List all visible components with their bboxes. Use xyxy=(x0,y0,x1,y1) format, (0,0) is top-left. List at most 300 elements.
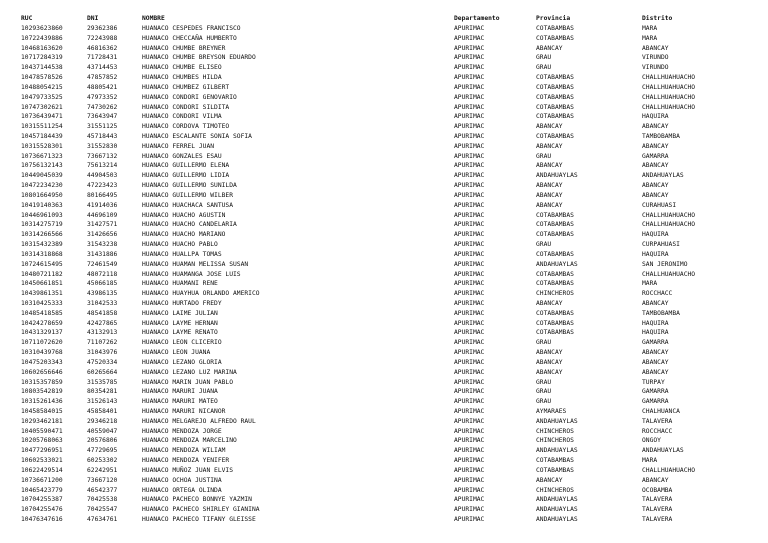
cell-departamento: APURIMAC xyxy=(454,417,485,425)
cell-nombre: HUANACO HUAMANI RENE xyxy=(142,280,218,288)
cell-dni: 43132913 xyxy=(87,329,118,337)
table-row xyxy=(0,181,768,190)
cell-provincia: COTABAMBAS xyxy=(536,74,574,82)
cell-nombre: HUANACO MELGAREJO ALFREDO RAUL xyxy=(142,417,256,425)
cell-distrito: ROCCHACC xyxy=(642,290,673,298)
cell-nombre: HUANACO GUILLERMO ELENA xyxy=(142,162,230,170)
table-row xyxy=(0,260,768,269)
cell-provincia: CHINCHEROS xyxy=(536,486,574,494)
table-row xyxy=(0,63,768,72)
table-row xyxy=(0,407,768,416)
cell-ruc: 10803542819 xyxy=(21,388,63,396)
cell-distrito: HAQUIRA xyxy=(642,113,669,121)
cell-ruc: 10724615495 xyxy=(21,260,63,268)
cell-provincia: ABANCAY xyxy=(536,182,563,190)
cell-departamento: APURIMAC xyxy=(454,64,485,72)
cell-ruc: 10476347616 xyxy=(21,516,63,523)
table-row xyxy=(0,505,768,514)
cell-distrito: CHALLHUAHUACHO xyxy=(642,74,696,82)
table-row xyxy=(0,93,768,102)
cell-distrito: ABANCAY xyxy=(642,44,669,52)
cell-ruc: 10479733525 xyxy=(21,93,63,101)
cell-departamento: APURIMAC xyxy=(454,152,485,160)
cell-nombre: HUANACO HUACHO PABLO xyxy=(142,241,218,249)
table-row xyxy=(0,122,768,131)
cell-dni: 74730262 xyxy=(87,103,118,111)
cell-ruc: 10602656646 xyxy=(21,368,63,376)
cell-ruc: 10717284319 xyxy=(21,54,63,62)
header-ruc: RUC xyxy=(21,15,33,22)
cell-provincia: GRAU xyxy=(536,152,552,160)
cell-distrito: VIRUNDO xyxy=(642,54,669,62)
cell-dni: 43986135 xyxy=(87,290,118,298)
header-departamento: Departamento xyxy=(454,15,500,22)
cell-dni: 46816362 xyxy=(87,44,118,52)
cell-departamento: APURIMAC xyxy=(454,270,485,278)
cell-departamento: APURIMAC xyxy=(454,162,485,170)
cell-dni: 40559047 xyxy=(87,427,118,435)
cell-distrito: ABANCAY xyxy=(642,349,669,357)
cell-distrito: ANDAHUAYLAS xyxy=(642,172,684,180)
cell-departamento: APURIMAC xyxy=(454,231,485,239)
cell-dni: 80354281 xyxy=(87,388,118,396)
cell-departamento: APURIMAC xyxy=(454,211,485,219)
cell-nombre: HUANACO MARURI MATEO xyxy=(142,398,218,406)
cell-provincia: COTABAMBAS xyxy=(536,93,574,101)
cell-ruc: 10472234230 xyxy=(21,182,63,190)
cell-provincia: ANDAHUAYLAS xyxy=(536,496,578,504)
cell-provincia: GRAU xyxy=(536,64,552,72)
cell-dni: 71728431 xyxy=(87,54,118,62)
cell-dni: 43714453 xyxy=(87,64,118,72)
cell-dni: 44696109 xyxy=(87,211,118,219)
table-row xyxy=(0,476,768,485)
cell-dni: 46542377 xyxy=(87,486,118,494)
cell-dni: 60265664 xyxy=(87,368,118,376)
table-row xyxy=(0,456,768,465)
table-row xyxy=(0,466,768,475)
table-row xyxy=(0,436,768,445)
cell-nombre: HUANACO HUACHO AGUSTIN xyxy=(142,211,226,219)
cell-provincia: ABANCAY xyxy=(536,201,563,209)
cell-provincia: COTABAMBAS xyxy=(536,457,574,465)
cell-nombre: HUANACO CESPEDES FRANCISCO xyxy=(142,25,241,32)
cell-provincia: COTABAMBAS xyxy=(536,221,574,229)
cell-ruc: 10431329137 xyxy=(21,329,63,337)
cell-distrito: CHALLHUAHUACHO xyxy=(642,83,696,91)
cell-distrito: GAMARRA xyxy=(642,339,669,347)
cell-ruc: 10622429514 xyxy=(21,466,63,474)
cell-ruc: 10480721182 xyxy=(21,270,63,278)
table-row xyxy=(0,240,768,249)
cell-departamento: APURIMAC xyxy=(454,368,485,376)
cell-nombre: HUANACO HUAMAN MELISSA SUSAN xyxy=(142,260,249,268)
cell-ruc: 10756132143 xyxy=(21,162,63,170)
cell-dni: 48805421 xyxy=(87,83,118,91)
cell-ruc: 10314266566 xyxy=(21,231,63,239)
cell-nombre: HUANACO CHECCAÑA HUMBERTO xyxy=(142,34,237,42)
cell-distrito: ABANCAY xyxy=(642,123,669,131)
cell-ruc: 10293623860 xyxy=(21,25,63,32)
cell-distrito: ABANCAY xyxy=(642,299,669,307)
cell-nombre: HUANACO MARURI NICANOR xyxy=(142,407,226,415)
table-row xyxy=(0,112,768,121)
cell-ruc: 10478578526 xyxy=(21,74,63,82)
cell-departamento: APURIMAC xyxy=(454,83,485,91)
cell-ruc: 10293462181 xyxy=(21,417,63,425)
cell-dni: 42427865 xyxy=(87,319,118,327)
cell-provincia: COTABAMBAS xyxy=(536,211,574,219)
cell-departamento: APURIMAC xyxy=(454,476,485,484)
cell-distrito: MARA xyxy=(642,25,658,32)
cell-departamento: APURIMAC xyxy=(454,329,485,337)
cell-ruc: 10477296951 xyxy=(21,447,63,455)
cell-dni: 75613214 xyxy=(87,162,118,170)
cell-ruc: 10736671200 xyxy=(21,476,63,484)
cell-departamento: APURIMAC xyxy=(454,388,485,396)
cell-dni: 62242951 xyxy=(87,466,118,474)
cell-ruc: 10315261436 xyxy=(21,398,63,406)
table-row xyxy=(0,73,768,82)
cell-nombre: HUANACO MUÑOZ JUAN ELVIS xyxy=(142,466,233,474)
cell-ruc: 10602533021 xyxy=(21,457,63,465)
table-row xyxy=(0,250,768,259)
cell-distrito: TALAVERA xyxy=(642,516,673,523)
cell-dni: 31551125 xyxy=(87,123,118,131)
cell-nombre: HUANACO HUALLPA TOMAS xyxy=(142,250,222,258)
table-row xyxy=(0,152,768,161)
cell-nombre: HUANACO HUACHO MARIANO xyxy=(142,231,226,239)
cell-nombre: HUANACO HUAYHUA ORLANDO AMERICO xyxy=(142,290,260,298)
cell-nombre: HUANACO GUILLERMO LIDIA xyxy=(142,172,230,180)
cell-distrito: HAQUIRA xyxy=(642,329,669,337)
cell-ruc: 10704255387 xyxy=(21,496,63,504)
cell-nombre: HUANACO MENDOZA MARCELINO xyxy=(142,437,237,445)
cell-dni: 31552830 xyxy=(87,142,118,150)
cell-departamento: APURIMAC xyxy=(454,191,485,199)
cell-ruc: 10736671323 xyxy=(21,152,63,160)
cell-dni: 72243988 xyxy=(87,34,118,42)
table-row xyxy=(0,515,768,524)
cell-ruc: 10465423779 xyxy=(21,486,63,494)
cell-distrito: VIRUNDO xyxy=(642,64,669,72)
table-row xyxy=(0,309,768,318)
cell-ruc: 10747302621 xyxy=(21,103,63,111)
cell-ruc: 10468163620 xyxy=(21,44,63,52)
cell-nombre: HUANACO MARURI JUANA xyxy=(142,388,218,396)
cell-provincia: COTABAMBAS xyxy=(536,250,574,258)
cell-distrito: HAQUIRA xyxy=(642,250,669,258)
cell-provincia: ABANCAY xyxy=(536,349,563,357)
cell-distrito: ABANCAY xyxy=(642,191,669,199)
table-row xyxy=(0,378,768,387)
cell-dni: 47223423 xyxy=(87,182,118,190)
header-nombre: NOMBRE xyxy=(142,15,165,22)
table-row xyxy=(0,289,768,298)
cell-departamento: APURIMAC xyxy=(454,280,485,288)
table-row xyxy=(0,230,768,239)
cell-departamento: APURIMAC xyxy=(454,398,485,406)
cell-provincia: COTABAMBAS xyxy=(536,83,574,91)
cell-departamento: APURIMAC xyxy=(454,309,485,317)
cell-ruc: 10450661851 xyxy=(21,280,63,288)
cell-distrito: ABANCAY xyxy=(642,142,669,150)
table-row xyxy=(0,103,768,112)
cell-nombre: HUANACO LAYME HERNAN xyxy=(142,319,218,327)
cell-dni: 31043976 xyxy=(87,349,118,357)
cell-distrito: TALAVERA xyxy=(642,496,673,504)
table-row xyxy=(0,191,768,200)
cell-nombre: HUANACO PACHECO TIFANY GLEISSE xyxy=(142,516,256,523)
cell-ruc: 10405590471 xyxy=(21,427,63,435)
cell-dni: 31535785 xyxy=(87,378,118,386)
cell-provincia: GRAU xyxy=(536,241,552,249)
cell-departamento: APURIMAC xyxy=(454,172,485,180)
cell-ruc: 10475203343 xyxy=(21,358,63,366)
cell-nombre: HUANACO LEON JUANA xyxy=(142,349,211,357)
table-row xyxy=(0,270,768,279)
cell-dni: 70425547 xyxy=(87,506,118,514)
cell-provincia: COTABAMBAS xyxy=(536,319,574,327)
cell-dni: 31431886 xyxy=(87,250,118,258)
cell-departamento: APURIMAC xyxy=(454,103,485,111)
cell-distrito: CHALLHUAHUACHO xyxy=(642,93,696,101)
cell-dni: 73667132 xyxy=(87,152,118,160)
cell-departamento: APURIMAC xyxy=(454,349,485,357)
cell-nombre: HUANACO ORTEGA OLINDA xyxy=(142,486,222,494)
cell-provincia: ABANCAY xyxy=(536,123,563,131)
cell-departamento: APURIMAC xyxy=(454,142,485,150)
cell-distrito: SAN JERONIMO xyxy=(642,260,688,268)
cell-provincia: ANDAHUAYLAS xyxy=(536,260,578,268)
cell-departamento: APURIMAC xyxy=(454,54,485,62)
cell-dni: 47857852 xyxy=(87,74,118,82)
cell-nombre: HUANACO MENDOZA YENIFER xyxy=(142,457,230,465)
cell-ruc: 10419140363 xyxy=(21,201,63,209)
cell-dni: 31042533 xyxy=(87,299,118,307)
cell-distrito: CHALLHUAHUACHO xyxy=(642,270,696,278)
cell-nombre: HUANACO MENDOZA WILIAM xyxy=(142,447,226,455)
table-row xyxy=(0,427,768,436)
cell-departamento: APURIMAC xyxy=(454,34,485,42)
cell-departamento: APURIMAC xyxy=(454,427,485,435)
cell-ruc: 10310439768 xyxy=(21,349,63,357)
cell-departamento: APURIMAC xyxy=(454,339,485,347)
cell-nombre: HUANACO CHUMBES HILDA xyxy=(142,74,222,82)
table-row xyxy=(0,417,768,426)
cell-ruc: 10485418585 xyxy=(21,309,63,317)
cell-ruc: 10711072620 xyxy=(21,339,63,347)
cell-distrito: ONGOY xyxy=(642,437,661,445)
cell-departamento: APURIMAC xyxy=(454,378,485,386)
cell-nombre: HUANACO PACHECO SHIRLEY GIANINA xyxy=(142,506,260,514)
cell-departamento: APURIMAC xyxy=(454,123,485,131)
table-row xyxy=(0,446,768,455)
cell-distrito: GAMARRA xyxy=(642,152,669,160)
cell-ruc: 10457184439 xyxy=(21,133,63,141)
cell-ruc: 10315511254 xyxy=(21,123,63,131)
cell-provincia: COTABAMBAS xyxy=(536,231,574,239)
cell-ruc: 10205768063 xyxy=(21,437,63,445)
header-provincia: Provincia xyxy=(536,15,571,22)
table-row xyxy=(0,201,768,210)
cell-distrito: TAMBOBAMBA xyxy=(642,309,680,317)
cell-provincia: COTABAMBAS xyxy=(536,270,574,278)
cell-departamento: APURIMAC xyxy=(454,437,485,445)
cell-provincia: COTABAMBAS xyxy=(536,466,574,474)
cell-provincia: ABANCAY xyxy=(536,162,563,170)
cell-nombre: HUANACO HUACHO CANDELARIA xyxy=(142,221,237,229)
cell-dni: 47729695 xyxy=(87,447,118,455)
cell-nombre: HUANACO CORDOVA TIMOTEO xyxy=(142,123,230,131)
cell-departamento: APURIMAC xyxy=(454,25,485,32)
cell-departamento: APURIMAC xyxy=(454,358,485,366)
table-row xyxy=(0,24,768,33)
table-row xyxy=(0,397,768,406)
table-row xyxy=(0,83,768,92)
table-row xyxy=(0,44,768,53)
cell-ruc: 10315528301 xyxy=(21,142,63,150)
cell-distrito: MARA xyxy=(642,457,658,465)
cell-nombre: HUANACO OCHOA JUSTINA xyxy=(142,476,222,484)
cell-distrito: CHALLHUAHUACHO xyxy=(642,466,696,474)
cell-departamento: APURIMAC xyxy=(454,407,485,415)
cell-departamento: APURIMAC xyxy=(454,506,485,514)
table-row xyxy=(0,142,768,151)
cell-departamento: APURIMAC xyxy=(454,113,485,121)
cell-dni: 60253302 xyxy=(87,457,118,465)
cell-departamento: APURIMAC xyxy=(454,516,485,523)
cell-nombre: HUANACO CHUMBE ELISEO xyxy=(142,64,222,72)
cell-distrito: HAQUIRA xyxy=(642,319,669,327)
cell-ruc: 10736439471 xyxy=(21,113,63,121)
cell-distrito: TURPAY xyxy=(642,378,665,386)
cell-nombre: HUANACO GUILLERMO SUNILDA xyxy=(142,182,237,190)
cell-ruc: 10424278659 xyxy=(21,319,63,327)
cell-departamento: APURIMAC xyxy=(454,486,485,494)
cell-provincia: ANDAHUAYLAS xyxy=(536,417,578,425)
cell-provincia: ABANCAY xyxy=(536,44,563,52)
cell-provincia: COTABAMBAS xyxy=(536,329,574,337)
cell-nombre: HUANACO CHUMBEZ GILBERT xyxy=(142,83,230,91)
cell-dni: 31427571 xyxy=(87,221,118,229)
cell-distrito: ABANCAY xyxy=(642,162,669,170)
table-row xyxy=(0,34,768,43)
cell-nombre: HUANACO FERREL JUAN xyxy=(142,142,215,150)
cell-ruc: 10314275719 xyxy=(21,221,63,229)
cell-distrito: CHALLHUAHUACHO xyxy=(642,211,696,219)
cell-departamento: APURIMAC xyxy=(454,93,485,101)
cell-dni: 73643947 xyxy=(87,113,118,121)
cell-provincia: ABANCAY xyxy=(536,368,563,376)
cell-provincia: ANDAHUAYLAS xyxy=(536,516,578,523)
cell-dni: 47973352 xyxy=(87,93,118,101)
cell-departamento: APURIMAC xyxy=(454,447,485,455)
cell-distrito: GAMARRA xyxy=(642,398,669,406)
cell-provincia: CHINCHEROS xyxy=(536,427,574,435)
cell-departamento: APURIMAC xyxy=(454,221,485,229)
cell-distrito: CHALLHUAHUACHO xyxy=(642,103,696,111)
cell-departamento: APURIMAC xyxy=(454,299,485,307)
cell-dni: 29362386 xyxy=(87,25,118,32)
cell-dni: 73667120 xyxy=(87,476,118,484)
cell-dni: 20576806 xyxy=(87,437,118,445)
cell-distrito: TALAVERA xyxy=(642,506,673,514)
cell-ruc: 10722439886 xyxy=(21,34,63,42)
cell-nombre: HUANACO CONDORI VILMA xyxy=(142,113,222,121)
cell-provincia: COTABAMBAS xyxy=(536,309,574,317)
table-row xyxy=(0,211,768,220)
cell-provincia: CHINCHEROS xyxy=(536,290,574,298)
cell-distrito: ABANCAY xyxy=(642,368,669,376)
cell-provincia: ABANCAY xyxy=(536,476,563,484)
cell-dni: 70425538 xyxy=(87,496,118,504)
cell-provincia: COTABAMBAS xyxy=(536,133,574,141)
cell-nombre: HUANACO LEON CLICERIO xyxy=(142,339,222,347)
cell-departamento: APURIMAC xyxy=(454,133,485,141)
table-row xyxy=(0,368,768,377)
cell-distrito: ABANCAY xyxy=(642,358,669,366)
table-row xyxy=(0,338,768,347)
cell-ruc: 10488054215 xyxy=(21,83,63,91)
cell-distrito: CHALHUANCA xyxy=(642,407,680,415)
table-row xyxy=(0,161,768,170)
cell-distrito: OCOBAMBA xyxy=(642,486,673,494)
cell-distrito: ABANCAY xyxy=(642,476,669,484)
header-dni: DNI xyxy=(87,15,99,22)
table-row xyxy=(0,358,768,367)
cell-departamento: APURIMAC xyxy=(454,496,485,504)
cell-dni: 31543238 xyxy=(87,241,118,249)
table-row xyxy=(0,279,768,288)
cell-departamento: APURIMAC xyxy=(454,74,485,82)
cell-dni: 72461549 xyxy=(87,260,118,268)
cell-ruc: 10801664950 xyxy=(21,191,63,199)
cell-departamento: APURIMAC xyxy=(454,201,485,209)
cell-distrito: ABANCAY xyxy=(642,182,669,190)
table-row xyxy=(0,486,768,495)
cell-distrito: HAQUIRA xyxy=(642,231,669,239)
cell-provincia: ANDAHUAYLAS xyxy=(536,447,578,455)
cell-nombre: HUANACO ESCALANTE SONIA SOFIA xyxy=(142,133,252,141)
cell-distrito: MARA xyxy=(642,34,658,42)
cell-distrito: CHALLHUAHUACHO xyxy=(642,221,696,229)
cell-distrito: ANDAHUAYLAS xyxy=(642,447,684,455)
cell-ruc: 10704255476 xyxy=(21,506,63,514)
cell-dni: 45066185 xyxy=(87,280,118,288)
cell-nombre: HUANACO LEZANO GLORIA xyxy=(142,358,222,366)
cell-nombre: HUANACO CHUMBE BREYNER xyxy=(142,44,226,52)
cell-provincia: ANDAHUAYLAS xyxy=(536,172,578,180)
cell-provincia: COTABAMBAS xyxy=(536,280,574,288)
table-row xyxy=(0,53,768,62)
cell-dni: 44904503 xyxy=(87,172,118,180)
table-row xyxy=(0,319,768,328)
table-row xyxy=(0,132,768,141)
cell-ruc: 10310425333 xyxy=(21,299,63,307)
header-distrito: Distrito xyxy=(642,15,673,22)
cell-provincia: GRAU xyxy=(536,339,552,347)
cell-ruc: 10439861351 xyxy=(21,290,63,298)
cell-provincia: ABANCAY xyxy=(536,191,563,199)
cell-ruc: 10315432389 xyxy=(21,241,63,249)
table-row xyxy=(0,171,768,180)
cell-nombre: HUANACO HURTADO FREDY xyxy=(142,299,222,307)
cell-departamento: APURIMAC xyxy=(454,466,485,474)
cell-provincia: GRAU xyxy=(536,388,552,396)
cell-nombre: HUANACO MARIN JUAN PABLO xyxy=(142,378,233,386)
cell-nombre: HUANACO LAIME JULIAN xyxy=(142,309,218,317)
